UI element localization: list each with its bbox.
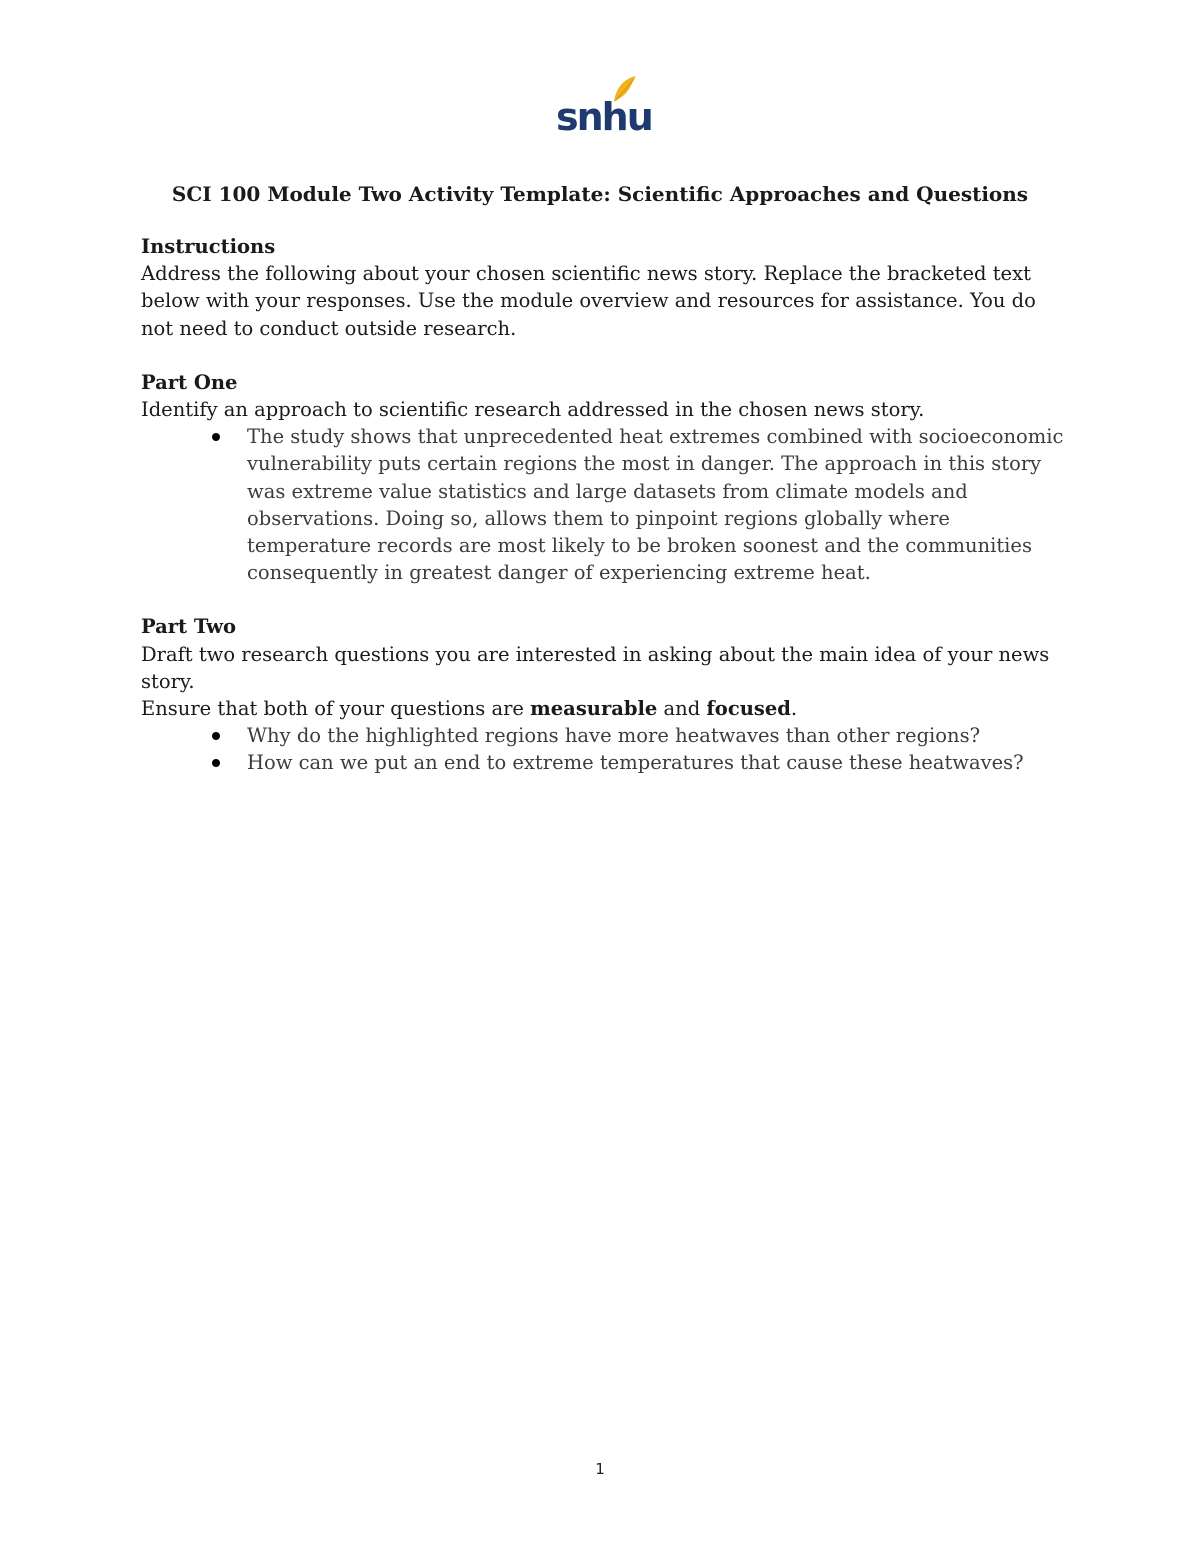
instructions-heading: Instructions — [141, 235, 276, 258]
list-item — [141, 749, 1066, 776]
part-two-prompt-line2 — [141, 695, 1066, 722]
page-number: 1 — [595, 1460, 605, 1478]
bullet-icon — [212, 732, 220, 740]
research-question-2: How can we put an end to extreme temperatures that cause these heatwaves? — [247, 751, 1024, 775]
prompt-text: . — [790, 697, 798, 721]
instructions-text: Address the following about your chosen scientific news story. Replace the bracketed text below with your responses. Use the module overview and resources for assistance. You do not need to conduct outside research. — [141, 262, 1036, 340]
list-item — [141, 423, 1066, 586]
part-one-response: The study shows that unprecedented heat extremes combined with socioeconomic vulnerability puts certain regions the most in danger. The approach in this story was extreme value statistics and large datasets from climate models and observations. Doing so, allows them to pinpoint regions globally where temperature records are most likely to be broken soonest and the communities consequently in greatest danger of experiencing extreme heat. — [247, 425, 1064, 585]
prompt-text: Ensure that both of your questions are — [141, 697, 531, 721]
part-two-prompt-line1: Draft two research questions you are interested in asking about the main idea of your news story. — [141, 642, 1050, 693]
bullet-icon — [212, 433, 220, 441]
prompt-text: and — [657, 697, 707, 721]
emphasis-focused: focused — [706, 697, 791, 721]
part-one-prompt: Identify an approach to scientific research addressed in the chosen news story. — [141, 398, 925, 422]
snhu-logo — [556, 72, 652, 139]
part-one-list — [141, 423, 1066, 586]
bullet-icon — [212, 759, 220, 767]
research-question-1: Why do the highlighted regions have more heatwaves than other regions? — [247, 724, 981, 748]
document-body — [141, 233, 1066, 777]
part-two-list — [141, 722, 1066, 776]
spacer — [141, 342, 1066, 369]
spacer — [141, 586, 1066, 613]
part-two-heading: Part Two — [141, 615, 237, 639]
emphasis-measurable: measurable — [530, 697, 658, 721]
document-title: SCI 100 Module Two Activity Template: Scientific Approaches and Questions — [171, 182, 1029, 206]
svg-text:snhu: snhu — [556, 95, 652, 139]
list-item — [141, 722, 1066, 749]
part-one-heading: Part One — [141, 370, 238, 394]
